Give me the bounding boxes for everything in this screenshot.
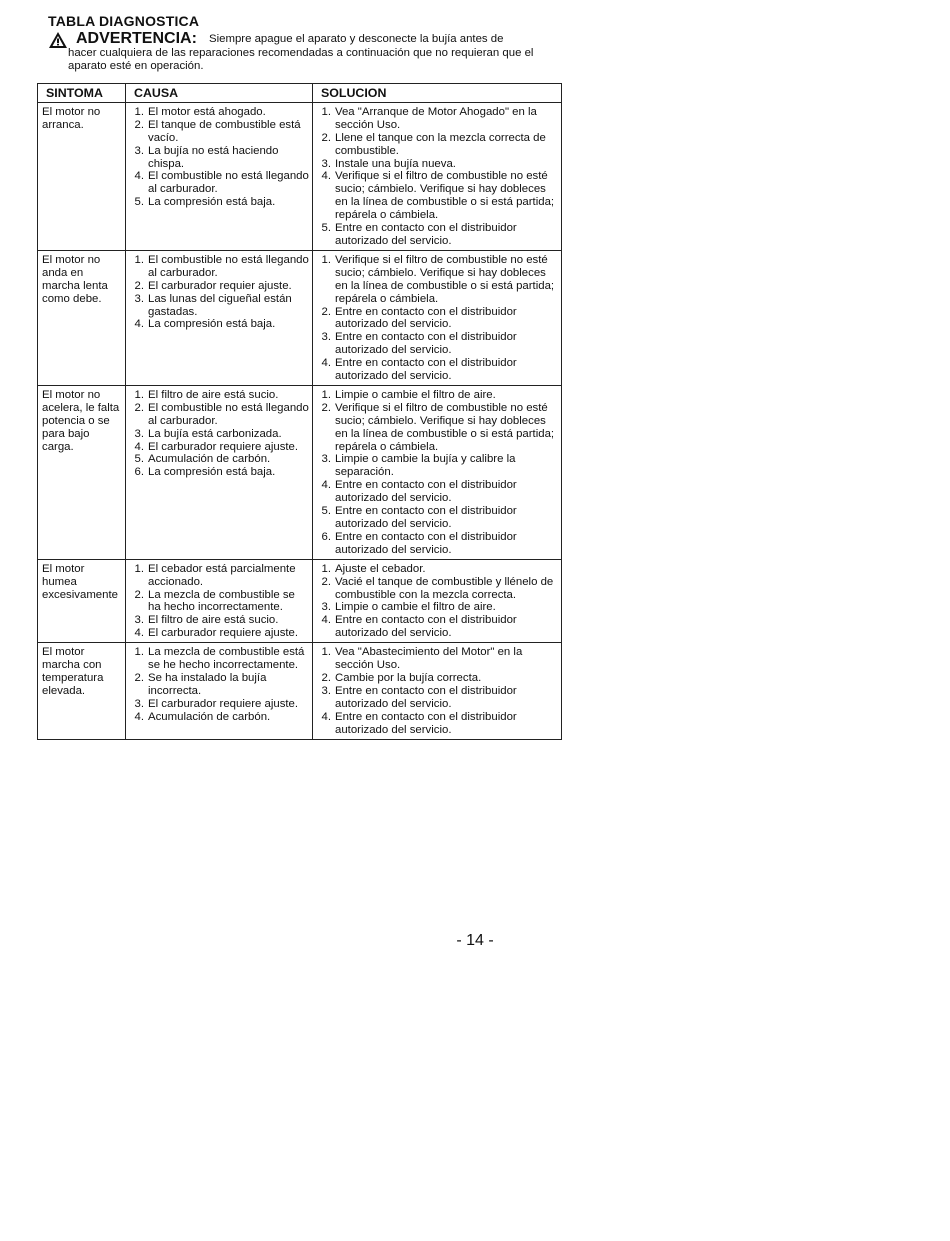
item-text: El carburador requiere ajuste.	[148, 697, 299, 710]
header-sintoma: SINTOMA	[38, 84, 126, 103]
solution-item	[317, 505, 558, 531]
item-number: 4.	[134, 440, 144, 453]
item-text: El combustible no está llegando al carburador.	[148, 401, 309, 427]
cause-item	[130, 119, 309, 145]
table-row	[38, 102, 562, 250]
solution-item	[317, 672, 558, 685]
item-number: 5.	[321, 505, 331, 518]
item-number: 2.	[134, 118, 144, 131]
table-row	[38, 559, 562, 642]
symptom-cell: El motor no arranca.	[38, 102, 126, 250]
cause-item	[130, 196, 309, 209]
solution-item	[317, 331, 558, 357]
item-text: La bujía está carbonizada.	[148, 427, 282, 440]
item-number: 4.	[321, 357, 331, 370]
item-number: 3.	[321, 157, 331, 170]
table-row	[38, 385, 562, 559]
solution-item	[317, 254, 558, 306]
item-number: 4.	[134, 710, 144, 723]
solution-cell	[313, 102, 562, 250]
symptom-cell: El motor no acelera, le falta potencia o se para bajo carga.	[38, 385, 126, 559]
item-number: 3.	[321, 331, 331, 344]
cause-item	[130, 389, 309, 402]
item-text: Verifique si el filtro de combustible no esté sucio; cámbielo. Verifique si hay dobleces en la línea de combustible o si está partida; repárela o cámbiela.	[335, 253, 555, 305]
item-text: El tanque de combustible está vacío.	[148, 118, 301, 144]
item-text: Las lunas del cigueñal están gastadas.	[148, 292, 292, 318]
item-number: 3.	[321, 453, 331, 466]
item-number: 4.	[321, 479, 331, 492]
symptom-cell: El motor marcha con temperatura elevada.	[38, 643, 126, 739]
item-text: Acumulación de carbón.	[148, 710, 271, 723]
item-number: 3.	[134, 427, 144, 440]
solution-item	[317, 170, 558, 222]
cause-item	[130, 627, 309, 640]
header-causa: CAUSA	[126, 84, 313, 103]
item-text: Instale una bujía nueva.	[335, 157, 456, 170]
cause-cell	[126, 643, 313, 739]
item-text: Vea "Abastecimiento del Motor" en la sección Uso.	[335, 646, 523, 672]
item-text: El motor está ahogado.	[148, 105, 266, 118]
item-text: El cebador está parcialmente accionado.	[148, 562, 296, 588]
table-header-row	[38, 84, 562, 103]
item-number: 1.	[134, 105, 144, 118]
item-text: Entre en contacto con el distribuidor autorizado del servicio.	[335, 357, 517, 383]
item-number: 1.	[321, 253, 331, 266]
item-number: 4.	[321, 170, 331, 183]
item-number: 4.	[134, 318, 144, 331]
cause-item	[130, 711, 309, 724]
warning-block	[48, 30, 560, 80]
item-text: Se ha instalado la bujía incorrecta.	[148, 671, 267, 697]
page-number: - 14 -	[456, 932, 494, 949]
solution-cell	[313, 250, 562, 385]
item-number: 6.	[134, 466, 144, 479]
symptom-cell: El motor no anda en marcha lenta como debe.	[38, 250, 126, 385]
solution-item	[317, 646, 558, 672]
solution-cell	[313, 643, 562, 739]
item-number: 4.	[134, 170, 144, 183]
solution-item	[317, 576, 558, 602]
warning-text-first: Siempre apague el aparato y desconecte la bujía antes de	[209, 33, 504, 45]
item-number: 3.	[134, 614, 144, 627]
item-number: 2.	[134, 401, 144, 414]
item-number: 2.	[134, 671, 144, 684]
item-text: Limpie o cambie el filtro de aire.	[335, 388, 496, 401]
solution-item	[317, 563, 558, 576]
table-row	[38, 643, 562, 739]
cause-item	[130, 293, 309, 319]
item-number: 1.	[321, 388, 331, 401]
cause-item	[130, 563, 309, 589]
item-text: La compresión está baja.	[148, 466, 276, 479]
cause-cell	[126, 102, 313, 250]
warning-triangle-icon	[48, 31, 68, 49]
item-number: 3.	[321, 684, 331, 697]
item-text: Limpie o cambie el filtro de aire.	[335, 601, 496, 614]
item-number: 5.	[134, 196, 144, 209]
cause-item	[130, 466, 309, 479]
cause-item	[130, 646, 309, 672]
cause-item	[130, 402, 309, 428]
item-text: Limpie o cambie la bujía y calibre la separación.	[335, 453, 516, 479]
item-text: Vacié el tanque de combustible y llénelo de combustible con la mezcla correcta.	[335, 575, 554, 601]
cause-item	[130, 170, 309, 196]
item-number: 1.	[321, 105, 331, 118]
table-row	[38, 250, 562, 385]
solution-item	[317, 479, 558, 505]
solution-item	[317, 389, 558, 402]
item-text: El carburador requier ajuste.	[148, 279, 292, 292]
item-number: 3.	[134, 697, 144, 710]
cause-item	[130, 698, 309, 711]
solution-cell	[313, 385, 562, 559]
item-text: La compresión está baja.	[148, 318, 276, 331]
item-number: 4.	[321, 710, 331, 723]
item-text: El combustible no está llegando al carburador.	[148, 253, 309, 279]
item-number: 1.	[134, 253, 144, 266]
header-solucion: SOLUCION	[313, 84, 562, 103]
cause-cell	[126, 559, 313, 642]
page-title: TABLA DIAGNOSTICA	[48, 13, 200, 29]
solution-item	[317, 531, 558, 557]
item-number: 1.	[134, 562, 144, 575]
solution-cell	[313, 559, 562, 642]
warning-text-rest: hacer cualquiera de las reparaciones recomendadas a continuación que no requieran que el aparato esté en operación.	[68, 47, 534, 72]
item-number: 6.	[321, 530, 331, 543]
item-number: 3.	[134, 144, 144, 157]
item-number: 2.	[134, 279, 144, 292]
item-number: 4.	[134, 627, 144, 640]
solution-item	[317, 711, 558, 737]
item-text: Entre en contacto con el distribuidor autorizado del servicio.	[335, 331, 517, 357]
item-number: 1.	[134, 388, 144, 401]
item-text: El combustible no está llegando al carburador.	[148, 170, 309, 196]
item-number: 2.	[321, 131, 331, 144]
cause-item	[130, 145, 309, 171]
solution-item	[317, 357, 558, 383]
table-body	[38, 102, 562, 739]
cause-item	[130, 428, 309, 441]
cause-item	[130, 106, 309, 119]
item-text: Entre en contacto con el distribuidor autorizado del servicio.	[335, 614, 517, 640]
item-text: Entre en contacto con el distribuidor autorizado del servicio.	[335, 222, 517, 247]
item-number: 1.	[134, 646, 144, 659]
item-text: Vea "Arranque de Motor Ahogado" en la sección Uso.	[335, 105, 537, 131]
cause-item	[130, 280, 309, 293]
solution-item	[317, 222, 558, 248]
item-text: La mezcla de combustible está se he hecho incorrectamente.	[148, 646, 305, 672]
solution-item	[317, 614, 558, 640]
item-text: El carburador requiere ajuste.	[148, 627, 299, 640]
item-number: 3.	[321, 601, 331, 614]
item-text: Ajuste el cebador.	[335, 562, 426, 575]
item-text: Verifique si el filtro de combustible no esté sucio; cámbielo. Verifique si hay dobleces en la línea de combustible o si está partida; repárela o cámbiela.	[335, 170, 555, 222]
warning-label: ADVERTENCIA:	[76, 30, 197, 47]
solution-item	[317, 402, 558, 454]
item-number: 5.	[321, 222, 331, 235]
solution-item	[317, 106, 558, 132]
item-text: Acumulación de carbón.	[148, 453, 271, 466]
item-number: 1.	[321, 562, 331, 575]
item-text: Entre en contacto con el distribuidor autorizado del servicio.	[335, 305, 517, 331]
symptom-cell: El motor humea excesivamente	[38, 559, 126, 642]
item-text: Verifique si el filtro de combustible no esté sucio; cámbielo. Verifique si hay dobleces en la línea de combustible o si está partida; repárela o cámbiela.	[335, 401, 555, 453]
cause-item	[130, 318, 309, 331]
item-text: Entre en contacto con el distribuidor autorizado del servicio.	[335, 710, 517, 736]
solution-item	[317, 132, 558, 158]
solution-item	[317, 306, 558, 332]
item-text: El filtro de aire está sucio.	[148, 614, 279, 627]
item-number: 3.	[134, 292, 144, 305]
item-text: La mezcla de combustible se ha hecho incorrectamente.	[148, 588, 295, 614]
item-text: La compresión está baja.	[148, 196, 276, 209]
cause-item	[130, 254, 309, 280]
item-number: 2.	[321, 671, 331, 684]
item-number: 5.	[134, 453, 144, 466]
cause-item	[130, 672, 309, 698]
item-text: Entre en contacto con el distribuidor autorizado del servicio.	[335, 684, 517, 710]
cause-cell	[126, 250, 313, 385]
item-text: El filtro de aire está sucio.	[148, 388, 279, 401]
item-text: Cambie por la bujía correcta.	[335, 671, 482, 684]
diagnostic-table	[37, 83, 562, 740]
item-text: Entre en contacto con el distribuidor autorizado del servicio.	[335, 505, 517, 530]
solution-item	[317, 685, 558, 711]
item-text: La bujía no está haciendo chispa.	[148, 144, 279, 170]
item-number: 1.	[321, 646, 331, 659]
item-number: 2.	[134, 588, 144, 601]
item-text: El carburador requiere ajuste.	[148, 440, 299, 453]
solution-item	[317, 453, 558, 479]
item-text: Entre en contacto con el distribuidor autorizado del servicio.	[335, 530, 517, 556]
cause-item	[130, 453, 309, 466]
item-number: 2.	[321, 305, 331, 318]
item-text: Llene el tanque con la mezcla correcta de combustible.	[335, 131, 546, 157]
cause-item	[130, 441, 309, 454]
solution-item	[317, 601, 558, 614]
cause-item	[130, 589, 309, 615]
cause-item	[130, 614, 309, 627]
solution-item	[317, 158, 558, 171]
item-number: 2.	[321, 401, 331, 414]
item-number: 4.	[321, 614, 331, 627]
item-text: Entre en contacto con el distribuidor autorizado del servicio.	[335, 479, 517, 505]
item-number: 2.	[321, 575, 331, 588]
cause-cell	[126, 385, 313, 559]
